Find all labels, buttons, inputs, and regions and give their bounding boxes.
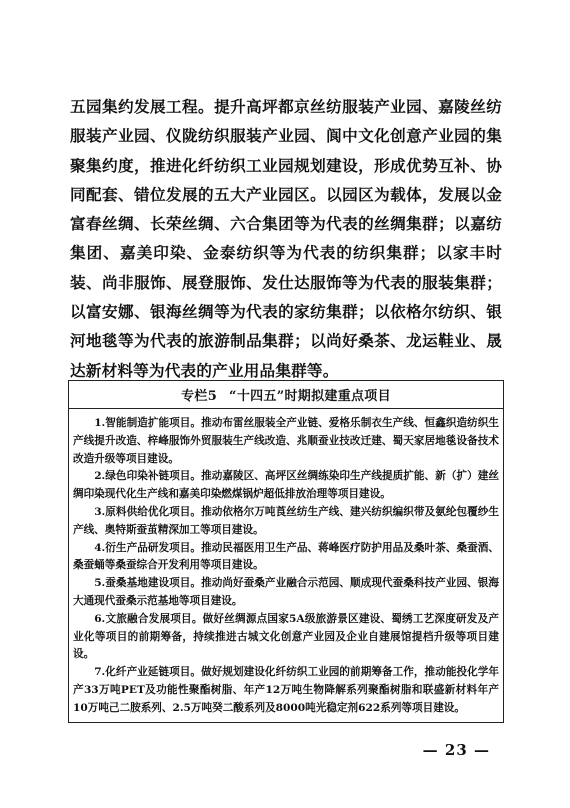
project-item: 5.蚕桑基地建设项目。推动尚好蚕桑产业融合示范园、顺成现代蚕桑科技产业园、银海大通现代蚕桑示范基地等项目建设。 <box>73 577 499 607</box>
project-item: 2.绿色印染补链项目。推动嘉陵区、高坪区丝绸练染印生产线提质扩能、新（扩）建丝绸印染现代化生产线和嘉美印染燃煤锅炉超低排放治理等项目建设。 <box>73 470 499 501</box>
box-title: “十四五”时期拟建重点项目 <box>229 389 391 404</box>
project-item: 3.原料供给优化项目。推动依格尔万吨莨丝纺生产线、建兴纺织编织带及氨纶包覆纱生产线、奥特斯蚕茧精深加工等项目建设。 <box>73 505 499 536</box>
project-list <box>69 409 503 718</box>
project-item: 4.衍生产品研发项目。推动民福医用卫生产品、蒋峰医疗防护用品及桑叶茶、桑蚕酒、桑蚕蛹等桑蚕综合开发利用等项目建设。 <box>73 541 499 572</box>
intro-paragraph: 五园集约发展工程。提升高坪都京丝纺服装产业园、嘉陵丝纺服装产业园、仪陇纺织服装产业园、阆中文化创意产业园的集聚集约度，推进化纤纺织工业园规划建设，形成优势互补、协同配套、错位发展的五大产业园区。以园区为载体，发展以金富春丝绸、长荣丝绸、六合集团等为代表的丝绸集群；以嘉纺集团、嘉美印染、金泰纺织等为代表的纺织集群；以家丰时装、尚非服饰、展登服饰、发仕达服饰等为代表的服装集群；以富安娜、银海丝绸等为代表的家纺集群；以依格尔纺织、银河地毯等为代表的旅游制品集群；以尚好桑茶、龙运鞋业、晟达新材料等为代表的产业用品集群等。 <box>70 97 502 380</box>
project-column-box <box>68 380 504 723</box>
box-title-bar <box>69 381 503 409</box>
column-label: 专栏5 <box>181 389 218 404</box>
page-number: — 23 — <box>422 741 490 759</box>
project-item: 6.文旅融合发展项目。做好丝绸源点国家5A级旅游景区建设、蜀绣工艺深度研发及产业化等项目的前期筹备，持续推进古城文化创意产业园及企业自建展馆提档升级等项目建设。 <box>73 612 499 661</box>
project-item: 1.智能制造扩能项目。推动布雷丝服装全产业链、爱格乐制衣生产线、恒鑫织造纺织生产线提升改造、梓峰服饰外贸服装生产线改造、兆顺蚕业技改迁建、蜀天家居地毯设备技术改造升级等项目建设。 <box>73 417 499 465</box>
project-item: 7.化纤产业延链项目。做好规划建设化纤纺织工业园的前期筹备工作，推动能投化学年产33万吨PET及功能性聚酯树脂、年产12万吨生物降解系列聚酯树脂和联盛新材料年产10万吨己二胺系列、2.5万吨癸二酸系列及8000吨光稳定剂622系列等项目建设。 <box>73 666 499 714</box>
